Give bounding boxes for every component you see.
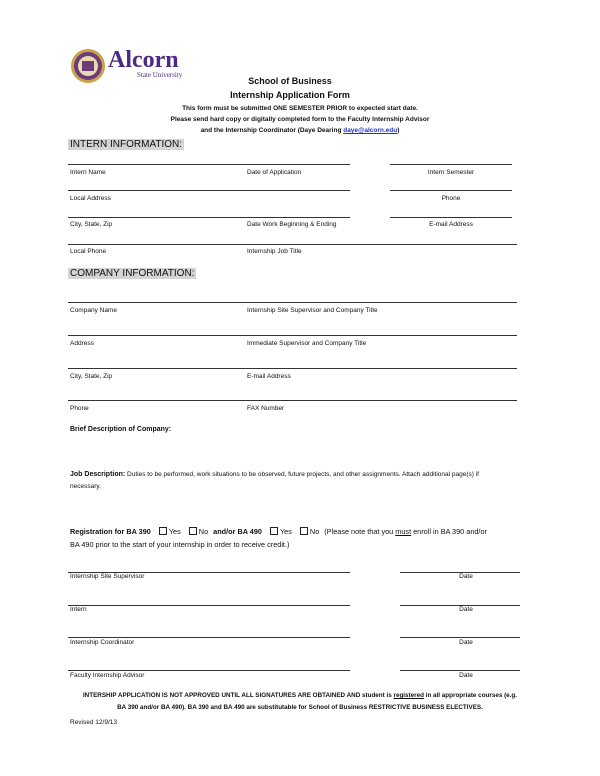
label-address: Address (70, 340, 94, 347)
logo-name: Alcorn (108, 47, 179, 73)
label-local-phone: Local Phone (70, 248, 107, 255)
footer-registered: registered (393, 692, 424, 699)
footer-a: INTERSHIP APPLICATION IS NOT APPROVED UNTIL ALL SIGNATURES ARE OBTAINED AND student is (82, 692, 394, 699)
note-must: must (395, 527, 412, 536)
brief-description-label: Brief Description of Company: (70, 426, 172, 433)
label-city-state-zip: City, State, Zip (70, 221, 113, 228)
registration-label: Registration for BA 390 (70, 527, 151, 536)
label-date-work: Date Work Beginning & Ending (247, 221, 337, 228)
logo-subtitle: State University (137, 71, 183, 79)
instruction-2: Please send hard copy or digitally completed form to the Faculty Internship Advisor (170, 116, 430, 123)
footer-notice-1 (0, 692, 600, 699)
note-a: (Please note that you (324, 527, 396, 536)
job-description (70, 471, 479, 478)
intern-section-title: INTERN INFORMATION: (70, 139, 183, 150)
instruction-3 (0, 127, 600, 134)
company-section-title: COMPANY INFORMATION: (70, 268, 195, 279)
revised-date: Revised 12/9/13 (70, 719, 117, 726)
label-company-phone: Phone (70, 405, 89, 412)
date-label: Date (459, 573, 473, 580)
ba490-yes-label: Yes (279, 527, 292, 536)
job-description-text: Duties to be performed, work situations to be observed, future projects, and other assignments. Attach additional page(s) if (127, 471, 479, 478)
instruction-3-text: and the Internship Coordinator (Daye Dearing (200, 127, 344, 134)
instruction-3-end: ) (397, 127, 400, 134)
label-phone: Phone (441, 195, 461, 202)
form-title: Internship Application Form (230, 90, 350, 100)
ba390-no-label: No (198, 527, 209, 536)
label-fax: FAX Number (247, 405, 285, 412)
label-job-title: Internship Job Title (247, 248, 302, 255)
label-site-supervisor: Internship Site Supervisor and Company Title (247, 307, 378, 314)
label-company-name: Company Name (70, 307, 117, 314)
sig-faculty-advisor: Faculty Internship Advisor (70, 672, 145, 679)
sig-intern: Intern (70, 606, 87, 613)
label-date-of-application: Date of Application (247, 169, 302, 176)
registration-row (70, 527, 487, 536)
label-company-city: City, State, Zip (70, 373, 113, 380)
date-label: Date (459, 639, 473, 646)
footer-notice-2: BA 390 and/or BA 490). BA 390 and BA 490 are substitutable for School of Business RESTRICTIVE BUSINESS ELECTIVES. (117, 704, 483, 711)
date-label: Date (459, 606, 473, 613)
ba390-no-checkbox[interactable] (189, 527, 197, 535)
sig-coordinator: Internship Coordinator (70, 639, 135, 646)
job-description-label: Job Description: (70, 471, 126, 478)
job-description-text-2: necessary. (70, 483, 101, 490)
footer-b: in all appropriate courses (e.g. (423, 692, 518, 699)
label-company-email: E-mail Address (247, 373, 291, 380)
label-intern-semester: Intern Semester (427, 169, 475, 176)
andor-ba490-label: and/or BA 490 (213, 527, 262, 536)
label-email: E-mail Address (429, 221, 473, 228)
registration-note-2: BA 490 prior to the start of your internship in order to receive credit.) (70, 540, 290, 549)
ba490-yes-checkbox[interactable] (270, 527, 278, 535)
ba390-yes-label: Yes (168, 527, 181, 536)
label-immediate-supervisor: Immediate Supervisor and Company Title (247, 340, 367, 347)
ba490-no-label: No (309, 527, 320, 536)
ba390-yes-checkbox[interactable] (159, 527, 167, 535)
label-intern-name: Intern Name (70, 169, 106, 176)
label-local-address: Local Address (70, 195, 111, 202)
sig-site-supervisor: Internship Site Supervisor (70, 573, 145, 580)
note-b: enroll in BA 390 and/or (411, 527, 487, 536)
date-label: Date (459, 672, 473, 679)
instruction-1: This form must be submitted ONE SEMESTER PRIOR to expected start date. (182, 105, 418, 112)
school-name: School of Business (248, 76, 332, 86)
email-link[interactable]: daye@alcorn.edu (343, 127, 398, 134)
ba490-no-checkbox[interactable] (300, 527, 308, 535)
